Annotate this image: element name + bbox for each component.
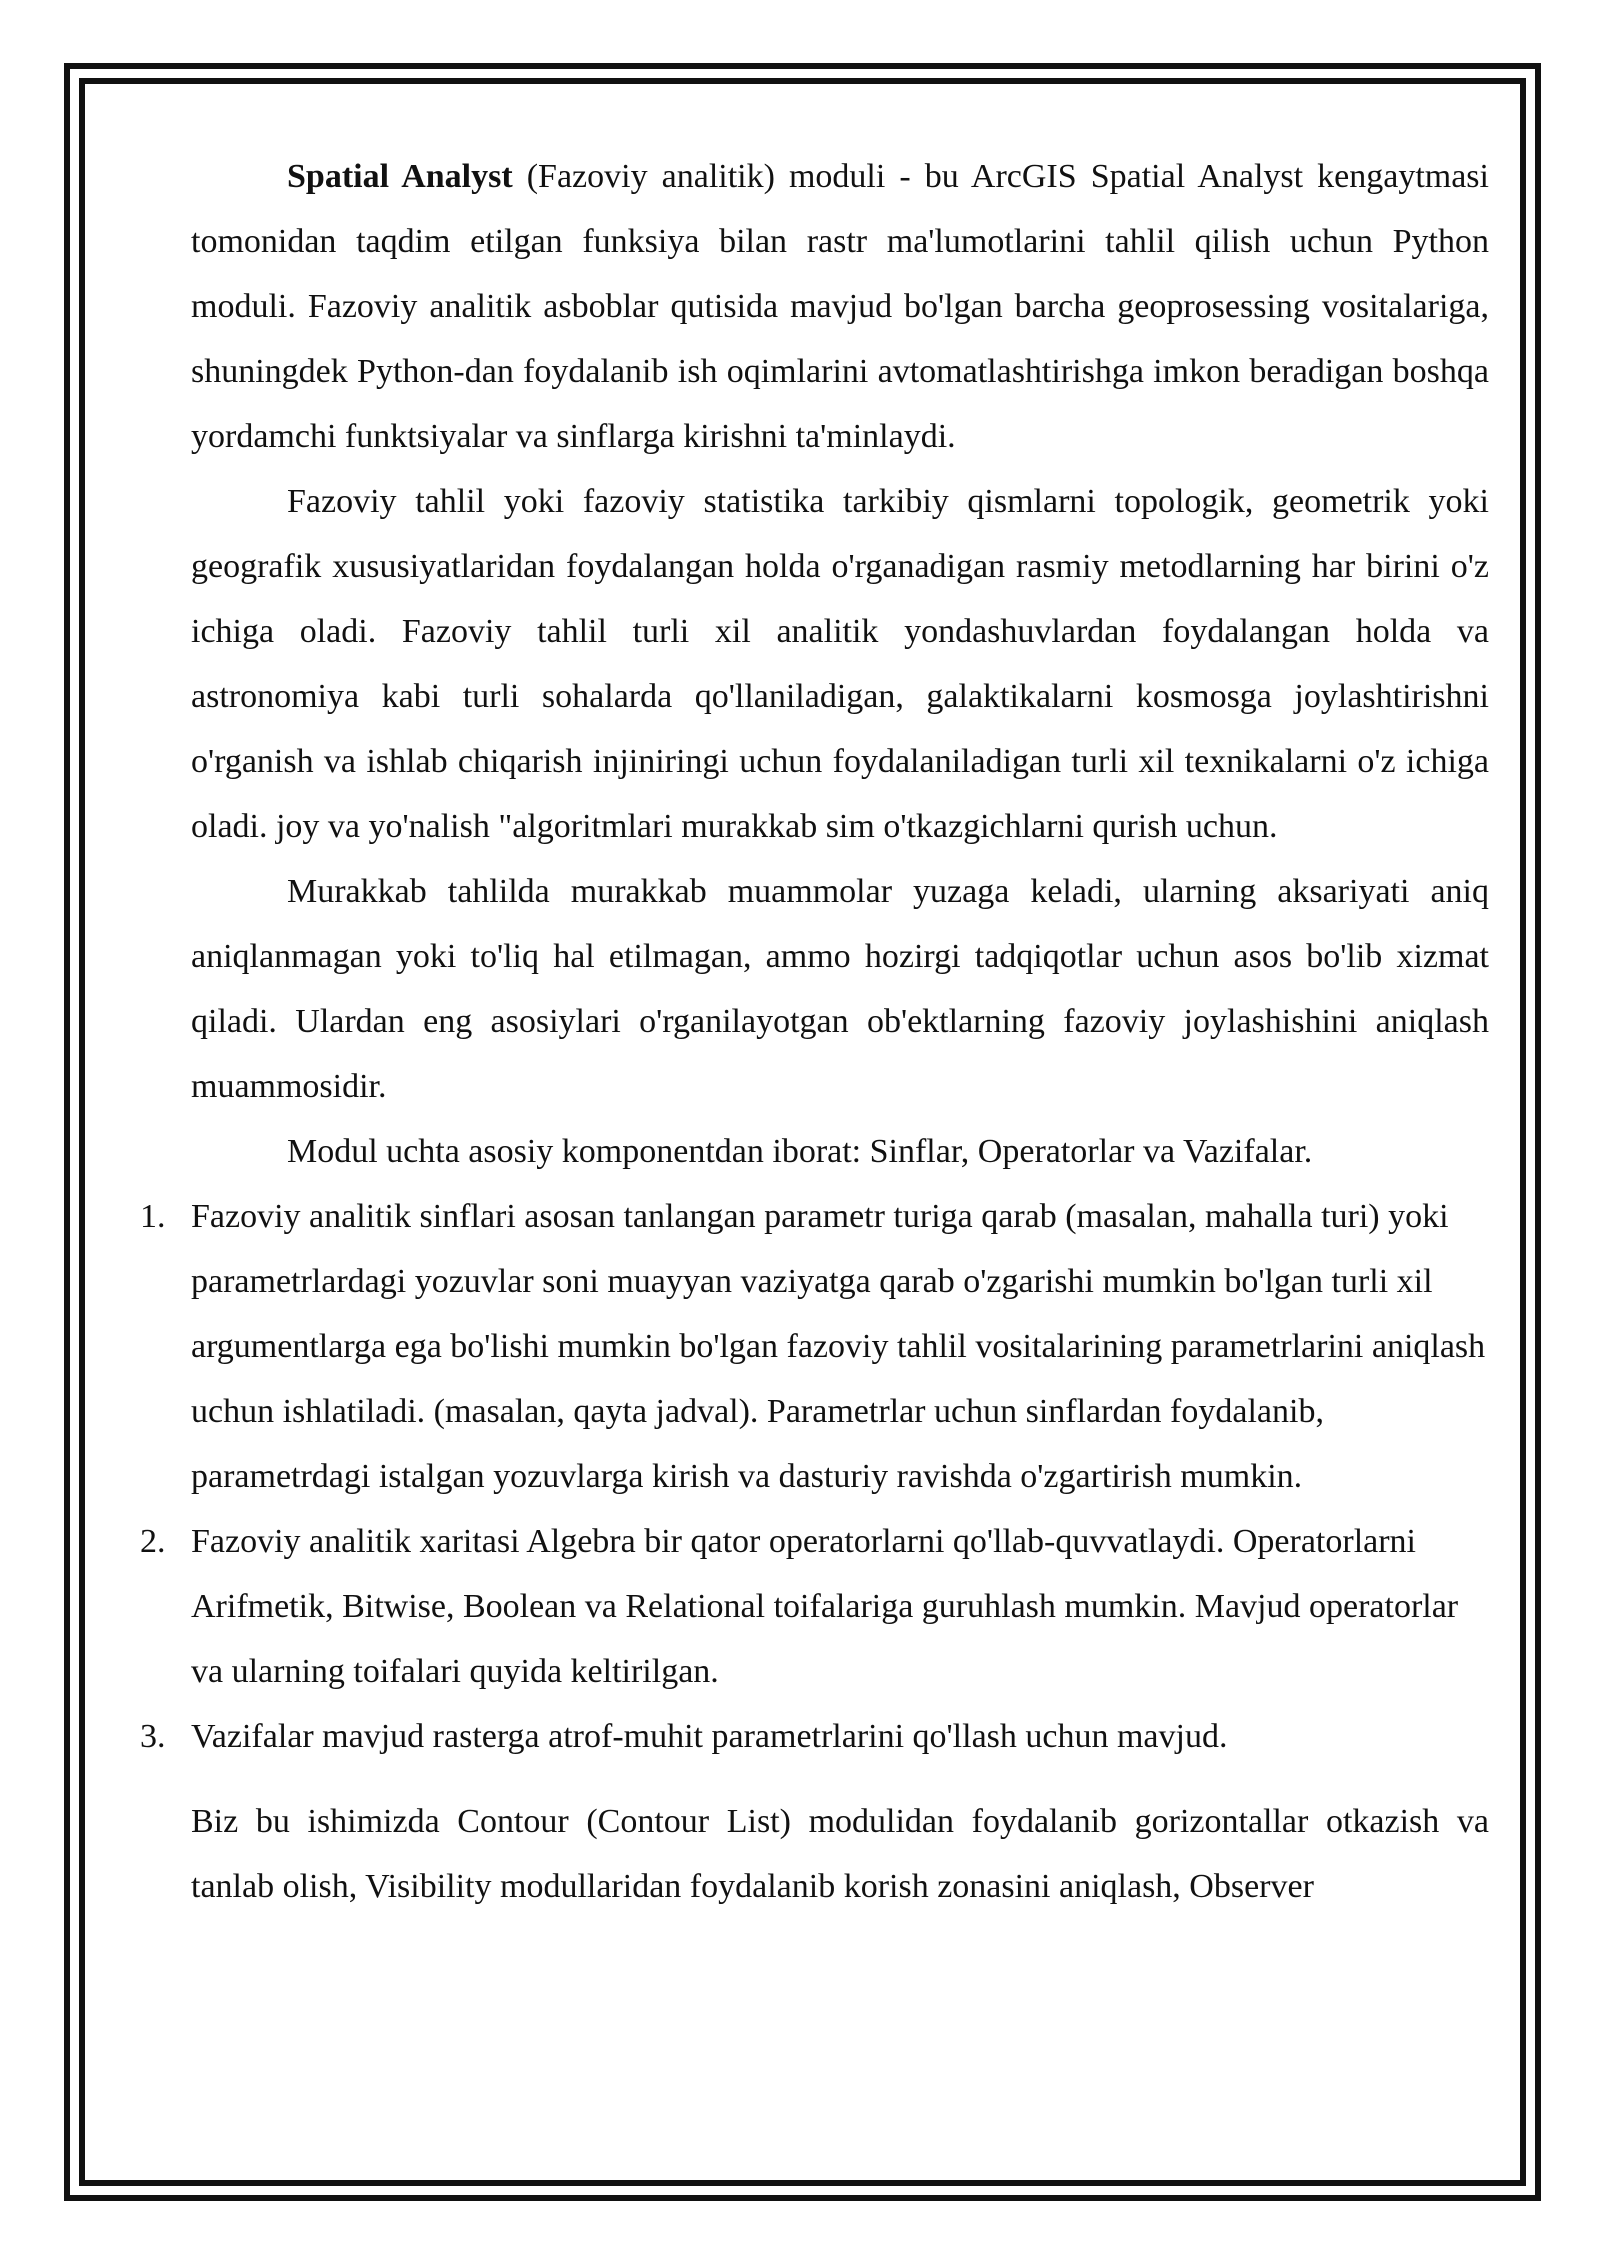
list-item [140,1704,1489,1769]
paragraph-module-components: Modul uchta asosiy komponentdan iborat: Sinflar, Operatorlar va Vazifalar. [287,1133,1313,1170]
paragraph-closing: Biz bu ishimizda Contour (Contour List) modulidan foydalanib gorizontallar otkazish va tanlab olish, Visibility modullaridan foydalanib korish zonasini aniqlash, Observer [191,1803,1489,1905]
list-item-text: Fazoviy analitik xaritasi Algebra bir qator operatorlarni qo'llab-quvvatlaydi. Operatorlarni Arifmetik, Bitwise, Boolean va Relational toifalariga guruhlash mumkin. Mavjud operatorlar va ularning toifalari quyida keltirilgan. [191,1523,1459,1690]
paragraph-complex-analysis: Murakkab tahlilda murakkab muammolar yuzaga keladi, ularning aksariyati aniq aniqlanmagan yoki to'liq hal etilmagan, ammo hozirgi tadqiqotlar uchun asos bo'lib xizmat qiladi. Ulardan eng asosiylari o'rganilayotgan ob'ektlarning fazoviy joylashishini aniqlash muammosidir. [191,873,1489,1105]
list-item [140,1509,1489,1704]
paragraph-spatial-analysis: Fazoviy tahlil yoki fazoviy statistika tarkibiy qismlarni topologik, geometrik yoki geografik xususiyatlaridan foydalangan holda o'rganadigan rasmiy metodlarning har birini o'z ichiga oladi. Fazoviy tahlil turli xil analitik yondashuvlardan foydalangan holda va astronomiya kabi turli sohalarda qo'llaniladigan, galaktikalarni kosmosga joylashtirishni o'rganish va ishlab chiqarish injiniringi uchun foydalaniladigan turli xil texnikalarni o'z ichiga oladi. joy va yo'nalish "algoritmlari murakkab sim o'tkazgichlarni qurish uchun. [191,483,1489,845]
list-item [140,1184,1489,1509]
list-item-text: Fazoviy analitik sinflari asosan tanlangan parametr turiga qarab (masalan, mahalla turi) yoki parametrlardagi yozuvlar soni muayyan vaziyatga qarab o'zgarishi mumkin bo'lgan turli xil argumentlarga ega bo'lishi mumkin bo'lgan fazoviy tahlil vositalarining parametrlarini aniqlash uchun ishlatiladi. (masalan, qayta jadval). Parametrlar uchun sinflardan foydalanib, parametrdagi istalgan yozuvlarga kirish va dasturiy ravishda o'zgartirish mumkin. [191,1198,1486,1495]
list-item-text: Vazifalar mavjud rasterga atrof-muhit parametrlarini qo'llash uchun mavjud. [191,1718,1228,1755]
paragraph-intro-text: (Fazoviy analitik) moduli - bu ArcGIS Spatial Analyst kengaytmasi tomonidan taqdim etilgan funksiya bilan rastr ma'lumotlarini tahlil qilish uchun Python moduli. Fazoviy analitik asboblar qutisida mavjud bo'lgan barcha geoprosessing vositalariga, shuningdek Python-dan foydalanib ish oqimlarini avtomatlashtirishga imkon beradigan boshqa yordamchi funktsiyalar va sinflarga kirishni ta'minlaydi. [191,158,1489,455]
paragraph-intro [191,144,1489,469]
component-list [140,1184,1489,1769]
term-spatial-analyst: Spatial Analyst [287,158,513,195]
list-number: 2. [140,1523,166,1560]
document-body [140,144,1489,1919]
list-number: 1. [140,1198,166,1235]
list-number: 3. [140,1718,166,1755]
